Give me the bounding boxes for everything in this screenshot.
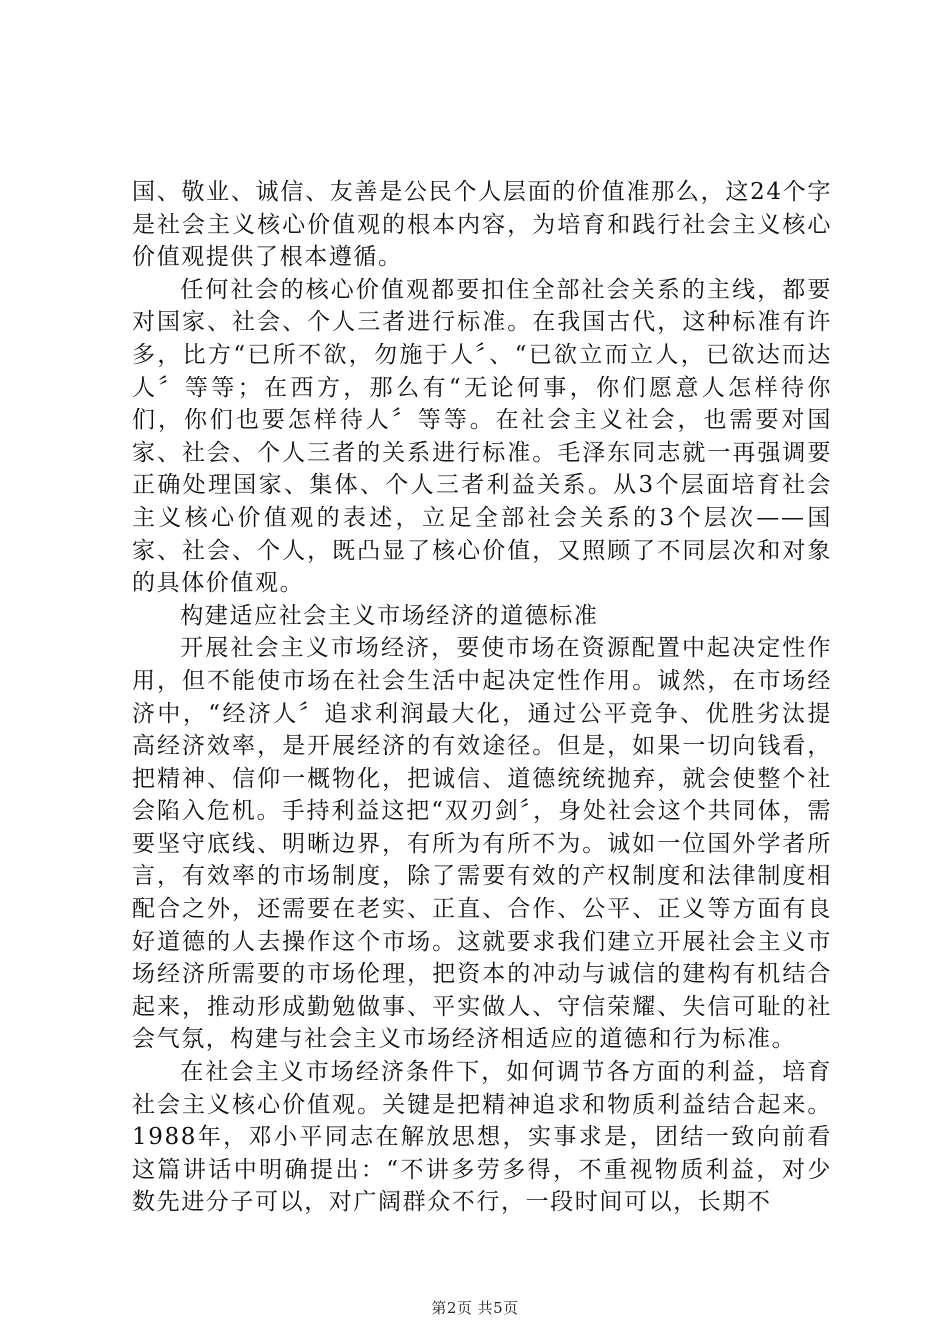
section-heading: 构建适应社会主义市场经济的道德标准	[180, 602, 599, 629]
document-body	[132, 176, 832, 1219]
paragraph: 在社会主义市场经济条件下，如何调节各方面的利益，培育社会主义核心价值观。关键是把精神追求和物质利益结合起来。1988年，邓小平同志在解放思想，实事求是，团结一致向前看这篇讲话中明确提出：“不讲多劳多得，不重视物质利益，对少数先进分子可以，对广阔群众不行，一段时间可以，长期不	[132, 1059, 832, 1216]
paragraph-continued: 国、敬业、诚信、友善是公民个人层面的价值准那么，这24个字是社会主义核心价值观的根本内容，为培育和践行社会主义核心价值观提供了根本遵循。	[132, 179, 832, 271]
paragraph: 任何社会的核心价值观都要扣住全部社会关系的主线，都要对国家、社会、个人三者进行标准。在我国古代，这种标准有许多，比方“已所不欲，勿施于人〞、“已欲立而立人，已欲达而达人〞等等；在西方，那么有“无论何事，你们愿意人怎样待你们，你们也要怎样待人〞等等。在社会主义社会，也需要对国家、社会、个人三者的关系进行标准。毛泽东同志就一再强调要正确处理国家、集体、个人三者利益关系。从3个层面培育社会主义核心价值观的表述，立足全部社会关系的3个层次——国家、社会、个人，既凸显了核心价值，又照顾了不同层次和对象的具体价值观。	[132, 276, 832, 597]
paragraph: 开展社会主义市场经济，要使市场在资源配置中起决定性作用，但不能使市场在社会生活中起决定性作用。诚然，在市场经济中，“经济人〞追求利润最大化，通过公平竞争、优胜劣汰提高经济效率，是开展经济的有效途径。但是，如果一切向钱看，把精神、信仰一概物化，把诚信、道德统统抛弃，就会使整个社会陷入危机。手持利益这把“双刃剑〞，身处社会这个共同体，需要坚守底线、明晰边界，有所为有所不为。诚如一位国外学者所言，有效率的市场制度，除了需要有效的产权制度和法律制度相配合之外，还需要在老实、正直、合作、公平、正义等方面有良好道德的人去操作这个市场。这就要求我们建立开展社会主义市场经济所需要的市场伦理，把资本的冲动与诚信的建构有机结合起来，推动形成勤勉做事、平实做人、守信荣耀、失信可耻的社会气氛，构建与社会主义市场经济相适应的道德和行为标准。	[132, 635, 832, 1053]
page-number-footer: 第2页 共5页	[431, 1299, 519, 1317]
